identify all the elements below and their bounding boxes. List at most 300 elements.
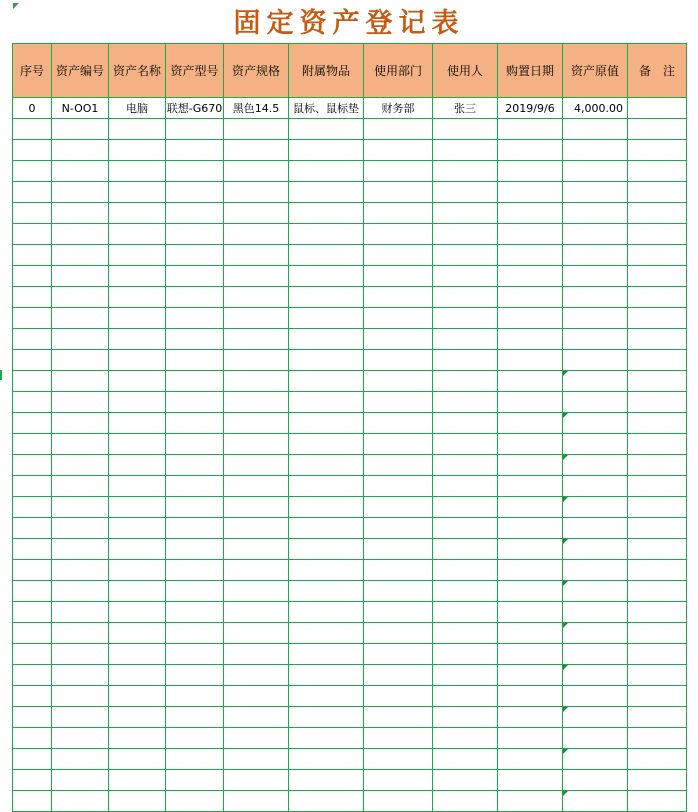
empty-cell[interactable] bbox=[13, 686, 52, 707]
empty-cell[interactable] bbox=[166, 749, 224, 770]
empty-cell[interactable] bbox=[364, 329, 433, 350]
empty-cell[interactable] bbox=[364, 665, 433, 686]
empty-cell[interactable] bbox=[498, 182, 563, 203]
empty-cell[interactable] bbox=[628, 140, 687, 161]
empty-cell[interactable] bbox=[498, 329, 563, 350]
empty-cell[interactable] bbox=[289, 266, 364, 287]
empty-cell[interactable] bbox=[13, 518, 52, 539]
empty-cell[interactable] bbox=[52, 161, 109, 182]
empty-cell[interactable] bbox=[433, 560, 498, 581]
empty-cell[interactable] bbox=[364, 140, 433, 161]
empty-cell[interactable] bbox=[13, 392, 52, 413]
empty-cell[interactable] bbox=[289, 791, 364, 812]
empty-cell[interactable] bbox=[52, 350, 109, 371]
empty-cell[interactable] bbox=[498, 413, 563, 434]
empty-cell[interactable] bbox=[109, 581, 166, 602]
empty-cell[interactable] bbox=[498, 140, 563, 161]
empty-cell[interactable] bbox=[563, 266, 628, 287]
empty-cell[interactable] bbox=[498, 602, 563, 623]
empty-cell[interactable] bbox=[13, 329, 52, 350]
empty-cell[interactable] bbox=[433, 392, 498, 413]
empty-cell[interactable] bbox=[364, 476, 433, 497]
empty-cell[interactable] bbox=[166, 686, 224, 707]
empty-cell[interactable] bbox=[364, 707, 433, 728]
empty-cell[interactable] bbox=[13, 140, 52, 161]
empty-cell[interactable] bbox=[109, 560, 166, 581]
empty-cell[interactable] bbox=[224, 707, 289, 728]
empty-cell[interactable] bbox=[109, 749, 166, 770]
empty-cell[interactable] bbox=[563, 455, 628, 476]
empty-cell[interactable] bbox=[563, 392, 628, 413]
header-accessories[interactable]: 附属物品 bbox=[289, 44, 364, 98]
empty-cell[interactable] bbox=[224, 224, 289, 245]
empty-cell[interactable] bbox=[289, 329, 364, 350]
empty-cell[interactable] bbox=[52, 686, 109, 707]
cell-accessories[interactable]: 鼠标、鼠标垫 bbox=[289, 98, 364, 119]
empty-cell[interactable] bbox=[364, 560, 433, 581]
empty-cell[interactable] bbox=[563, 287, 628, 308]
empty-cell[interactable] bbox=[13, 602, 52, 623]
empty-cell[interactable] bbox=[433, 707, 498, 728]
empty-cell[interactable] bbox=[433, 749, 498, 770]
empty-cell[interactable] bbox=[166, 203, 224, 224]
empty-cell[interactable] bbox=[52, 728, 109, 749]
empty-cell[interactable] bbox=[498, 308, 563, 329]
empty-cell[interactable] bbox=[13, 350, 52, 371]
empty-cell[interactable] bbox=[498, 203, 563, 224]
empty-cell[interactable] bbox=[289, 623, 364, 644]
empty-cell[interactable] bbox=[628, 161, 687, 182]
empty-cell[interactable] bbox=[364, 518, 433, 539]
empty-cell[interactable] bbox=[433, 245, 498, 266]
empty-cell[interactable] bbox=[224, 749, 289, 770]
empty-cell[interactable] bbox=[13, 707, 52, 728]
empty-cell[interactable] bbox=[289, 203, 364, 224]
empty-cell[interactable] bbox=[364, 581, 433, 602]
empty-cell[interactable] bbox=[109, 413, 166, 434]
empty-cell[interactable] bbox=[563, 140, 628, 161]
empty-cell[interactable] bbox=[498, 119, 563, 140]
empty-cell[interactable] bbox=[52, 791, 109, 812]
empty-cell[interactable] bbox=[364, 434, 433, 455]
empty-cell[interactable] bbox=[364, 350, 433, 371]
empty-cell[interactable] bbox=[109, 161, 166, 182]
empty-cell[interactable] bbox=[52, 329, 109, 350]
empty-cell[interactable] bbox=[166, 476, 224, 497]
empty-cell[interactable] bbox=[364, 791, 433, 812]
empty-cell[interactable] bbox=[628, 371, 687, 392]
empty-cell[interactable] bbox=[166, 791, 224, 812]
empty-cell[interactable] bbox=[224, 476, 289, 497]
cell-asset-spec[interactable]: 黑色14.5 bbox=[224, 98, 289, 119]
empty-cell[interactable] bbox=[628, 602, 687, 623]
empty-cell[interactable] bbox=[224, 140, 289, 161]
empty-cell[interactable] bbox=[498, 266, 563, 287]
empty-cell[interactable] bbox=[109, 728, 166, 749]
empty-cell[interactable] bbox=[224, 728, 289, 749]
empty-cell[interactable] bbox=[224, 602, 289, 623]
empty-cell[interactable] bbox=[498, 623, 563, 644]
empty-cell[interactable] bbox=[13, 434, 52, 455]
empty-cell[interactable] bbox=[563, 329, 628, 350]
empty-cell[interactable] bbox=[433, 539, 498, 560]
empty-cell[interactable] bbox=[364, 728, 433, 749]
empty-cell[interactable] bbox=[498, 245, 563, 266]
empty-cell[interactable] bbox=[364, 539, 433, 560]
empty-cell[interactable] bbox=[498, 728, 563, 749]
empty-cell[interactable] bbox=[498, 707, 563, 728]
empty-cell[interactable] bbox=[498, 161, 563, 182]
empty-cell[interactable] bbox=[563, 161, 628, 182]
empty-cell[interactable] bbox=[628, 434, 687, 455]
empty-cell[interactable] bbox=[289, 371, 364, 392]
empty-cell[interactable] bbox=[52, 518, 109, 539]
empty-cell[interactable] bbox=[224, 560, 289, 581]
empty-cell[interactable] bbox=[289, 392, 364, 413]
empty-cell[interactable] bbox=[364, 308, 433, 329]
empty-cell[interactable] bbox=[563, 245, 628, 266]
empty-cell[interactable] bbox=[166, 623, 224, 644]
empty-cell[interactable] bbox=[13, 728, 52, 749]
empty-cell[interactable] bbox=[364, 161, 433, 182]
empty-cell[interactable] bbox=[628, 287, 687, 308]
empty-cell[interactable] bbox=[628, 539, 687, 560]
empty-cell[interactable] bbox=[289, 161, 364, 182]
empty-cell[interactable] bbox=[433, 476, 498, 497]
empty-cell[interactable] bbox=[109, 518, 166, 539]
empty-cell[interactable] bbox=[628, 266, 687, 287]
empty-cell[interactable] bbox=[364, 497, 433, 518]
empty-cell[interactable] bbox=[433, 455, 498, 476]
empty-cell[interactable] bbox=[224, 791, 289, 812]
empty-cell[interactable] bbox=[109, 770, 166, 791]
empty-cell[interactable] bbox=[563, 644, 628, 665]
cell-remarks[interactable] bbox=[628, 98, 687, 119]
empty-cell[interactable] bbox=[289, 308, 364, 329]
empty-cell[interactable] bbox=[289, 224, 364, 245]
empty-cell[interactable] bbox=[109, 686, 166, 707]
empty-cell[interactable] bbox=[563, 308, 628, 329]
empty-cell[interactable] bbox=[289, 350, 364, 371]
empty-cell[interactable] bbox=[52, 308, 109, 329]
empty-cell[interactable] bbox=[628, 476, 687, 497]
empty-cell[interactable] bbox=[289, 560, 364, 581]
empty-cell[interactable] bbox=[498, 518, 563, 539]
empty-cell[interactable] bbox=[166, 770, 224, 791]
empty-cell[interactable] bbox=[289, 665, 364, 686]
empty-cell[interactable] bbox=[52, 224, 109, 245]
empty-cell[interactable] bbox=[13, 203, 52, 224]
empty-cell[interactable] bbox=[13, 287, 52, 308]
empty-cell[interactable] bbox=[563, 539, 628, 560]
empty-cell[interactable] bbox=[52, 560, 109, 581]
empty-cell[interactable] bbox=[433, 686, 498, 707]
empty-cell[interactable] bbox=[498, 686, 563, 707]
empty-cell[interactable] bbox=[166, 329, 224, 350]
empty-cell[interactable] bbox=[628, 119, 687, 140]
empty-cell[interactable] bbox=[109, 623, 166, 644]
empty-cell[interactable] bbox=[166, 140, 224, 161]
empty-cell[interactable] bbox=[433, 161, 498, 182]
empty-cell[interactable] bbox=[563, 560, 628, 581]
empty-cell[interactable] bbox=[109, 455, 166, 476]
empty-cell[interactable] bbox=[364, 413, 433, 434]
empty-cell[interactable] bbox=[563, 203, 628, 224]
empty-cell[interactable] bbox=[13, 224, 52, 245]
empty-cell[interactable] bbox=[13, 749, 52, 770]
empty-cell[interactable] bbox=[289, 455, 364, 476]
empty-cell[interactable] bbox=[433, 644, 498, 665]
empty-cell[interactable] bbox=[433, 497, 498, 518]
empty-cell[interactable] bbox=[433, 791, 498, 812]
empty-cell[interactable] bbox=[52, 497, 109, 518]
empty-cell[interactable] bbox=[166, 455, 224, 476]
empty-cell[interactable] bbox=[433, 203, 498, 224]
header-asset-id[interactable]: 资产编号 bbox=[52, 44, 109, 98]
empty-cell[interactable] bbox=[52, 287, 109, 308]
empty-cell[interactable] bbox=[364, 371, 433, 392]
empty-cell[interactable] bbox=[364, 623, 433, 644]
empty-cell[interactable] bbox=[498, 581, 563, 602]
empty-cell[interactable] bbox=[166, 266, 224, 287]
empty-cell[interactable] bbox=[166, 161, 224, 182]
empty-cell[interactable] bbox=[433, 308, 498, 329]
empty-cell[interactable] bbox=[13, 623, 52, 644]
empty-cell[interactable] bbox=[166, 728, 224, 749]
empty-cell[interactable] bbox=[563, 770, 628, 791]
empty-cell[interactable] bbox=[289, 182, 364, 203]
empty-cell[interactable] bbox=[498, 392, 563, 413]
empty-cell[interactable] bbox=[52, 266, 109, 287]
empty-cell[interactable] bbox=[109, 329, 166, 350]
header-original-value[interactable]: 资产原值 bbox=[563, 44, 628, 98]
empty-cell[interactable] bbox=[224, 644, 289, 665]
empty-cell[interactable] bbox=[224, 770, 289, 791]
empty-cell[interactable] bbox=[563, 707, 628, 728]
header-index[interactable]: 序号 bbox=[13, 44, 52, 98]
empty-cell[interactable] bbox=[628, 707, 687, 728]
empty-cell[interactable] bbox=[13, 665, 52, 686]
empty-cell[interactable] bbox=[13, 182, 52, 203]
empty-cell[interactable] bbox=[166, 644, 224, 665]
empty-cell[interactable] bbox=[52, 413, 109, 434]
empty-cell[interactable] bbox=[13, 770, 52, 791]
empty-cell[interactable] bbox=[166, 182, 224, 203]
empty-cell[interactable] bbox=[52, 623, 109, 644]
empty-cell[interactable] bbox=[13, 791, 52, 812]
empty-cell[interactable] bbox=[498, 434, 563, 455]
empty-cell[interactable] bbox=[109, 497, 166, 518]
empty-cell[interactable] bbox=[224, 371, 289, 392]
empty-cell[interactable] bbox=[52, 140, 109, 161]
empty-cell[interactable] bbox=[13, 119, 52, 140]
empty-cell[interactable] bbox=[109, 245, 166, 266]
empty-cell[interactable] bbox=[563, 623, 628, 644]
empty-cell[interactable] bbox=[52, 602, 109, 623]
empty-cell[interactable] bbox=[364, 224, 433, 245]
empty-cell[interactable] bbox=[224, 392, 289, 413]
empty-cell[interactable] bbox=[109, 287, 166, 308]
empty-cell[interactable] bbox=[563, 749, 628, 770]
empty-cell[interactable] bbox=[52, 434, 109, 455]
cell-asset-model[interactable]: 联想-G670 bbox=[166, 98, 224, 119]
empty-cell[interactable] bbox=[52, 182, 109, 203]
empty-cell[interactable] bbox=[109, 434, 166, 455]
empty-cell[interactable] bbox=[563, 497, 628, 518]
empty-cell[interactable] bbox=[364, 287, 433, 308]
empty-cell[interactable] bbox=[289, 581, 364, 602]
empty-cell[interactable] bbox=[289, 770, 364, 791]
empty-cell[interactable] bbox=[224, 245, 289, 266]
empty-cell[interactable] bbox=[433, 140, 498, 161]
empty-cell[interactable] bbox=[166, 392, 224, 413]
header-user[interactable]: 使用人 bbox=[433, 44, 498, 98]
empty-cell[interactable] bbox=[289, 728, 364, 749]
empty-cell[interactable] bbox=[109, 350, 166, 371]
empty-cell[interactable] bbox=[224, 203, 289, 224]
empty-cell[interactable] bbox=[289, 119, 364, 140]
empty-cell[interactable] bbox=[289, 287, 364, 308]
empty-cell[interactable] bbox=[224, 518, 289, 539]
empty-cell[interactable] bbox=[109, 371, 166, 392]
empty-cell[interactable] bbox=[166, 371, 224, 392]
empty-cell[interactable] bbox=[224, 413, 289, 434]
empty-cell[interactable] bbox=[52, 476, 109, 497]
empty-cell[interactable] bbox=[52, 119, 109, 140]
empty-cell[interactable] bbox=[13, 371, 52, 392]
empty-cell[interactable] bbox=[109, 203, 166, 224]
empty-cell[interactable] bbox=[224, 161, 289, 182]
empty-cell[interactable] bbox=[628, 329, 687, 350]
empty-cell[interactable] bbox=[628, 224, 687, 245]
empty-cell[interactable] bbox=[433, 770, 498, 791]
empty-cell[interactable] bbox=[563, 602, 628, 623]
empty-cell[interactable] bbox=[433, 182, 498, 203]
empty-cell[interactable] bbox=[166, 602, 224, 623]
empty-cell[interactable] bbox=[52, 749, 109, 770]
cell-user[interactable]: 张三 bbox=[433, 98, 498, 119]
empty-cell[interactable] bbox=[289, 707, 364, 728]
empty-cell[interactable] bbox=[498, 497, 563, 518]
empty-cell[interactable] bbox=[498, 371, 563, 392]
empty-cell[interactable] bbox=[166, 413, 224, 434]
empty-cell[interactable] bbox=[628, 392, 687, 413]
empty-cell[interactable] bbox=[563, 518, 628, 539]
empty-cell[interactable] bbox=[628, 455, 687, 476]
empty-cell[interactable] bbox=[364, 686, 433, 707]
header-purchase-date[interactable]: 购置日期 bbox=[498, 44, 563, 98]
empty-cell[interactable] bbox=[109, 476, 166, 497]
empty-cell[interactable] bbox=[628, 518, 687, 539]
empty-cell[interactable] bbox=[109, 182, 166, 203]
empty-cell[interactable] bbox=[563, 581, 628, 602]
empty-cell[interactable] bbox=[563, 224, 628, 245]
empty-cell[interactable] bbox=[628, 791, 687, 812]
empty-cell[interactable] bbox=[498, 539, 563, 560]
empty-cell[interactable] bbox=[166, 308, 224, 329]
empty-cell[interactable] bbox=[498, 455, 563, 476]
empty-cell[interactable] bbox=[224, 623, 289, 644]
empty-cell[interactable] bbox=[109, 539, 166, 560]
empty-cell[interactable] bbox=[433, 434, 498, 455]
empty-cell[interactable] bbox=[166, 245, 224, 266]
empty-cell[interactable] bbox=[628, 770, 687, 791]
empty-cell[interactable] bbox=[52, 392, 109, 413]
empty-cell[interactable] bbox=[364, 203, 433, 224]
empty-cell[interactable] bbox=[224, 119, 289, 140]
empty-cell[interactable] bbox=[13, 413, 52, 434]
empty-cell[interactable] bbox=[498, 791, 563, 812]
empty-cell[interactable] bbox=[166, 119, 224, 140]
empty-cell[interactable] bbox=[13, 644, 52, 665]
empty-cell[interactable] bbox=[109, 392, 166, 413]
empty-cell[interactable] bbox=[628, 203, 687, 224]
empty-cell[interactable] bbox=[628, 245, 687, 266]
empty-cell[interactable] bbox=[109, 602, 166, 623]
empty-cell[interactable] bbox=[498, 644, 563, 665]
empty-cell[interactable] bbox=[52, 203, 109, 224]
empty-cell[interactable] bbox=[289, 686, 364, 707]
empty-cell[interactable] bbox=[109, 644, 166, 665]
empty-cell[interactable] bbox=[52, 581, 109, 602]
empty-cell[interactable] bbox=[52, 539, 109, 560]
empty-cell[interactable] bbox=[166, 434, 224, 455]
empty-cell[interactable] bbox=[289, 602, 364, 623]
empty-cell[interactable] bbox=[13, 497, 52, 518]
header-department[interactable]: 使用部门 bbox=[364, 44, 433, 98]
empty-cell[interactable] bbox=[628, 581, 687, 602]
empty-cell[interactable] bbox=[13, 266, 52, 287]
empty-cell[interactable] bbox=[433, 665, 498, 686]
empty-cell[interactable] bbox=[433, 224, 498, 245]
empty-cell[interactable] bbox=[433, 287, 498, 308]
empty-cell[interactable] bbox=[166, 287, 224, 308]
empty-cell[interactable] bbox=[563, 371, 628, 392]
empty-cell[interactable] bbox=[52, 455, 109, 476]
empty-cell[interactable] bbox=[166, 350, 224, 371]
empty-cell[interactable] bbox=[498, 476, 563, 497]
empty-cell[interactable] bbox=[433, 119, 498, 140]
empty-cell[interactable] bbox=[289, 245, 364, 266]
empty-cell[interactable] bbox=[52, 665, 109, 686]
empty-cell[interactable] bbox=[628, 749, 687, 770]
empty-cell[interactable] bbox=[52, 644, 109, 665]
empty-cell[interactable] bbox=[109, 707, 166, 728]
empty-cell[interactable] bbox=[224, 581, 289, 602]
empty-cell[interactable] bbox=[109, 224, 166, 245]
empty-cell[interactable] bbox=[563, 791, 628, 812]
empty-cell[interactable] bbox=[13, 560, 52, 581]
empty-cell[interactable] bbox=[224, 266, 289, 287]
empty-cell[interactable] bbox=[628, 413, 687, 434]
empty-cell[interactable] bbox=[364, 770, 433, 791]
empty-cell[interactable] bbox=[13, 308, 52, 329]
empty-cell[interactable] bbox=[289, 644, 364, 665]
empty-cell[interactable] bbox=[433, 371, 498, 392]
empty-cell[interactable] bbox=[289, 518, 364, 539]
empty-cell[interactable] bbox=[498, 350, 563, 371]
empty-cell[interactable] bbox=[364, 602, 433, 623]
empty-cell[interactable] bbox=[52, 371, 109, 392]
empty-cell[interactable] bbox=[364, 749, 433, 770]
empty-cell[interactable] bbox=[224, 686, 289, 707]
empty-cell[interactable] bbox=[13, 161, 52, 182]
empty-cell[interactable] bbox=[52, 245, 109, 266]
empty-cell[interactable] bbox=[166, 497, 224, 518]
header-asset-name[interactable]: 资产名称 bbox=[109, 44, 166, 98]
empty-cell[interactable] bbox=[289, 413, 364, 434]
empty-cell[interactable] bbox=[433, 728, 498, 749]
